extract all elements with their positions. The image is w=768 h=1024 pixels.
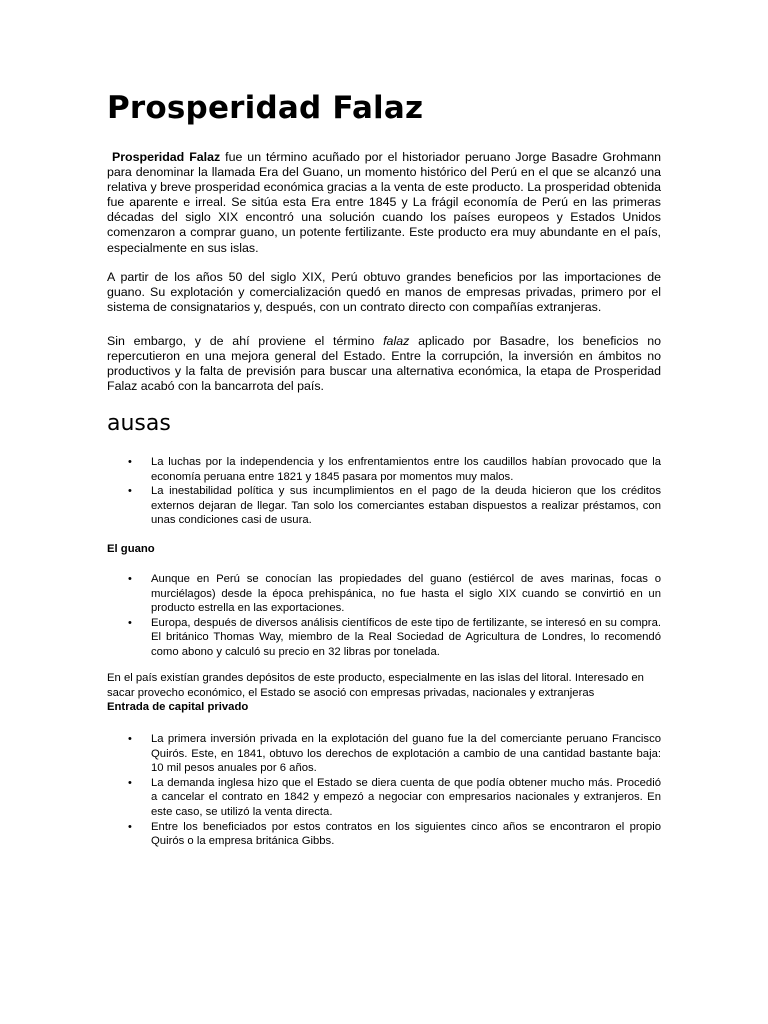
- intro-paragraph: [107, 150, 661, 256]
- capital-heading: Entrada de capital privado: [107, 701, 249, 713]
- bullet-icon: •: [128, 733, 132, 745]
- page-title: Prosperidad Falaz: [107, 90, 424, 126]
- capital-list: [0, 732, 661, 849]
- list-item-text: La luchas por la independencia y los enfrentamientos entre los caudillos habían provocado que la economía peruana entre 1821 y 1845 pasara por momentos muy malos.: [151, 456, 661, 483]
- intro-text: fue un término acuñado por el historiador peruano Jorge Basadre Grohmann para denominar la llamada Era del Guano, un momento histórico del Perú en el que se alcanzó una relativa y breve prosperidad económica gracias a la venta de este producto. La prosperidad obtenida fue aparente e irreal. Se sitúa esta Era entre 1845 y La frágil economía de Perú en las primeras décadas del siglo XIX encontró una solución cuando los países europeos y Estados Unidos comenzaron a comprar guano, un potente fertilizante. Este producto era muy abundante en el país, especialmente en sus islas.: [107, 150, 661, 255]
- guano-heading: El guano: [107, 543, 155, 555]
- intro-bold-term: Prosperidad Falaz: [111, 150, 221, 164]
- list-item-text: La primera inversión privada en la explotación del guano fue la del comerciante peruano Francisco Quirós. Este, en 1841, obtuvo los derechos de explotación a cambio de una cantidad bastante baja: 10 mil pesos anuales por 6 años.: [151, 733, 661, 775]
- paragraph-3-italic-term: falaz: [383, 334, 410, 348]
- bullet-icon: •: [128, 820, 132, 833]
- paragraph-3: [107, 334, 661, 394]
- bullet-icon: •: [128, 776, 132, 789]
- paragraph-3-before: Sin embargo, y de ahí proviene el término: [107, 334, 384, 348]
- causes-list: [0, 455, 661, 528]
- list-item: [0, 455, 661, 484]
- bullet-icon: •: [128, 616, 132, 629]
- list-item-text: La inestabilidad política y sus incumplimientos en el pago de la deuda hicieron que los créditos externos dejaran de llegar. Tan solo los comerciantes estaban dispuestos a realizar préstamos, con unas condiciones casi de usura.: [151, 485, 661, 527]
- paragraph-4: En el país existían grandes depósitos de este producto, especialmente en las islas del litoral. Interesado en sacar provecho económico, el Estado se asoció con empresas privadas, nacionales y extranjeras: [107, 672, 644, 699]
- list-item: [0, 484, 661, 528]
- paragraph-2: A partir de los años 50 del siglo XIX, Perú obtuvo grandes beneficios por las importaciones de guano. Su explotación y comercialización quedó en manos de empresas privadas, primero por el sistema de consignatarios y, después, con un contrato directo con compañías extranjeras.: [107, 270, 661, 315]
- paragraph-3-after: aplicado por Basadre, los beneficios no repercutieron en una mejora general del Estado. Entre la corrupción, la inversión en ámbitos no productivos y la falta de previsión para buscar una alternativa económica, la etapa de Prosperidad Falaz acabó con la bancarrota del país.: [107, 334, 661, 394]
- list-item: [0, 732, 661, 776]
- bullet-icon: •: [128, 485, 132, 498]
- causes-heading: ausas: [107, 411, 171, 436]
- list-item-text: La demanda inglesa hizo que el Estado se diera cuenta de que podía obtener mucho más. Procedió a cancelar el contrato en 1842 y empezó a negociar con empresarios nacionales y extranjeros. En este caso, se utilizó la venta directa.: [151, 776, 661, 818]
- list-item-text: Aunque en Perú se conocían las propiedades del guano (estiércol de aves marinas, focas o murciélagos) desde la época prehispánica, no fue hasta el siglo XIX cuando se convirtió en un producto estrella en las exportaciones.: [151, 573, 661, 615]
- list-item: [0, 820, 661, 849]
- bullet-icon: •: [128, 573, 132, 585]
- list-item: [0, 776, 661, 820]
- list-item-text: Entre los beneficiados por estos contratos en los siguientes cinco años se encontraron el propio Quirós o la empresa británica Gibbs.: [151, 820, 661, 848]
- list-item-text: Europa, después de diversos análisis científicos de este tipo de fertilizante, se interesó en su compra. El británico Thomas Way, miembro de la Real Sociedad de Agricultura de Londres, lo recomendó como abono y calculó su precio en 32 libras por tonelada.: [151, 616, 661, 658]
- guano-list: [0, 572, 661, 660]
- list-item: [0, 572, 661, 616]
- list-item: [0, 616, 661, 660]
- bullet-icon: •: [128, 456, 132, 468]
